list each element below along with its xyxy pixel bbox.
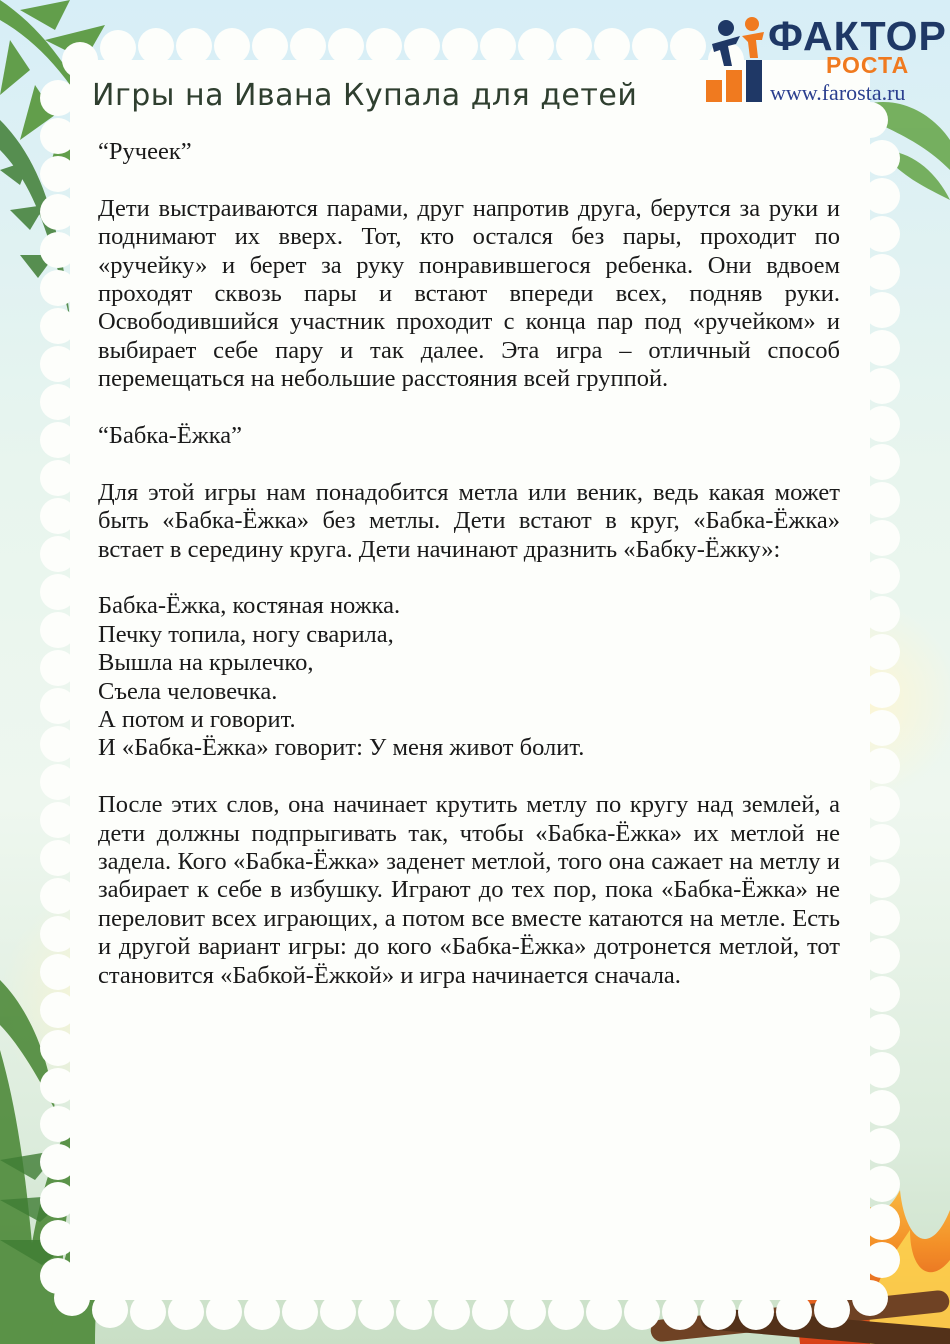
game-description-rucheek: Дети выстраиваются парами, друг напротив друга, берутся за руки и поднимают их вверх. Тот, кто остался без пары, проходит по «ручейку» и берет за руку понравившегося ребенка. Они вдвоем проходят сквозь пары и встают впереди всех, подняв руки. Освободившийся участник проходит с конца пар под «ручейком» и выбирает себе пару и так далее. Эта игра – отличный способ перемещаться на небольшие расстояния всей группой. bbox=[98, 194, 840, 393]
brand-logo[interactable] bbox=[706, 8, 947, 108]
logo-url-link[interactable]: www.farosta.ru bbox=[770, 80, 906, 105]
article-body bbox=[98, 138, 840, 990]
spacer bbox=[98, 763, 840, 791]
rhyme-line: Печку топила, ногу сварила, bbox=[98, 620, 394, 648]
game-rules-babka-ezhka: После этих слов, она начинает крутить метлу по кругу над землей, а дети должны подпрыгивать так, чтобы «Бабка-Ёжка» их метлой не задела. Кого «Бабка-Ёжка» заденет метлой, того она сажает на метлу и забирает к себе в избушку. Играют до тех пор, пока «Бабка-Ёжка» не переловит всех играющих, а потом все вместе катаются на метле. Есть и другой вариант игры: до кого «Бабка-Ёжка» дотронется метлой, тот становится «Бабкой-Ёжкой» и игра начинается сначала. bbox=[98, 791, 840, 989]
rhyme-line: Вышла на крылечко, bbox=[98, 649, 314, 677]
game-intro-babka-ezhka: Для этой игры нам понадобится метла или веник, ведь какая может быть «Бабка-Ёжка» без метлы. Дети встают в круг, «Бабка-Ёжка» встает в середину круга. Дети начинают дразнить «Бабку-Ёжку»: bbox=[98, 478, 840, 563]
logo-word: ФАКТОР bbox=[768, 13, 947, 59]
spacer bbox=[98, 394, 840, 422]
spacer bbox=[98, 450, 840, 478]
rhyme-line: Бабка-Ёжка, костяная ножка. bbox=[98, 592, 401, 620]
page-title: Игры на Ивана Купала для детей bbox=[92, 78, 638, 113]
spacer bbox=[98, 564, 840, 592]
logo-subword: РОСТА bbox=[826, 52, 910, 78]
rhyme-line: Съела человечка. bbox=[98, 677, 278, 705]
game-title-babka-ezhka: “Бабка-Ёжка” bbox=[98, 422, 243, 450]
game-title-rucheek: “Ручеек” bbox=[98, 138, 192, 165]
rhyme-verse bbox=[98, 592, 840, 762]
spacer bbox=[98, 166, 840, 194]
growth-people-icon bbox=[706, 14, 770, 104]
rhyme-line: И «Бабка-Ёжка» говорит: У меня живот болит. bbox=[98, 734, 585, 762]
rhyme-line: А потом и говорит. bbox=[98, 706, 296, 734]
